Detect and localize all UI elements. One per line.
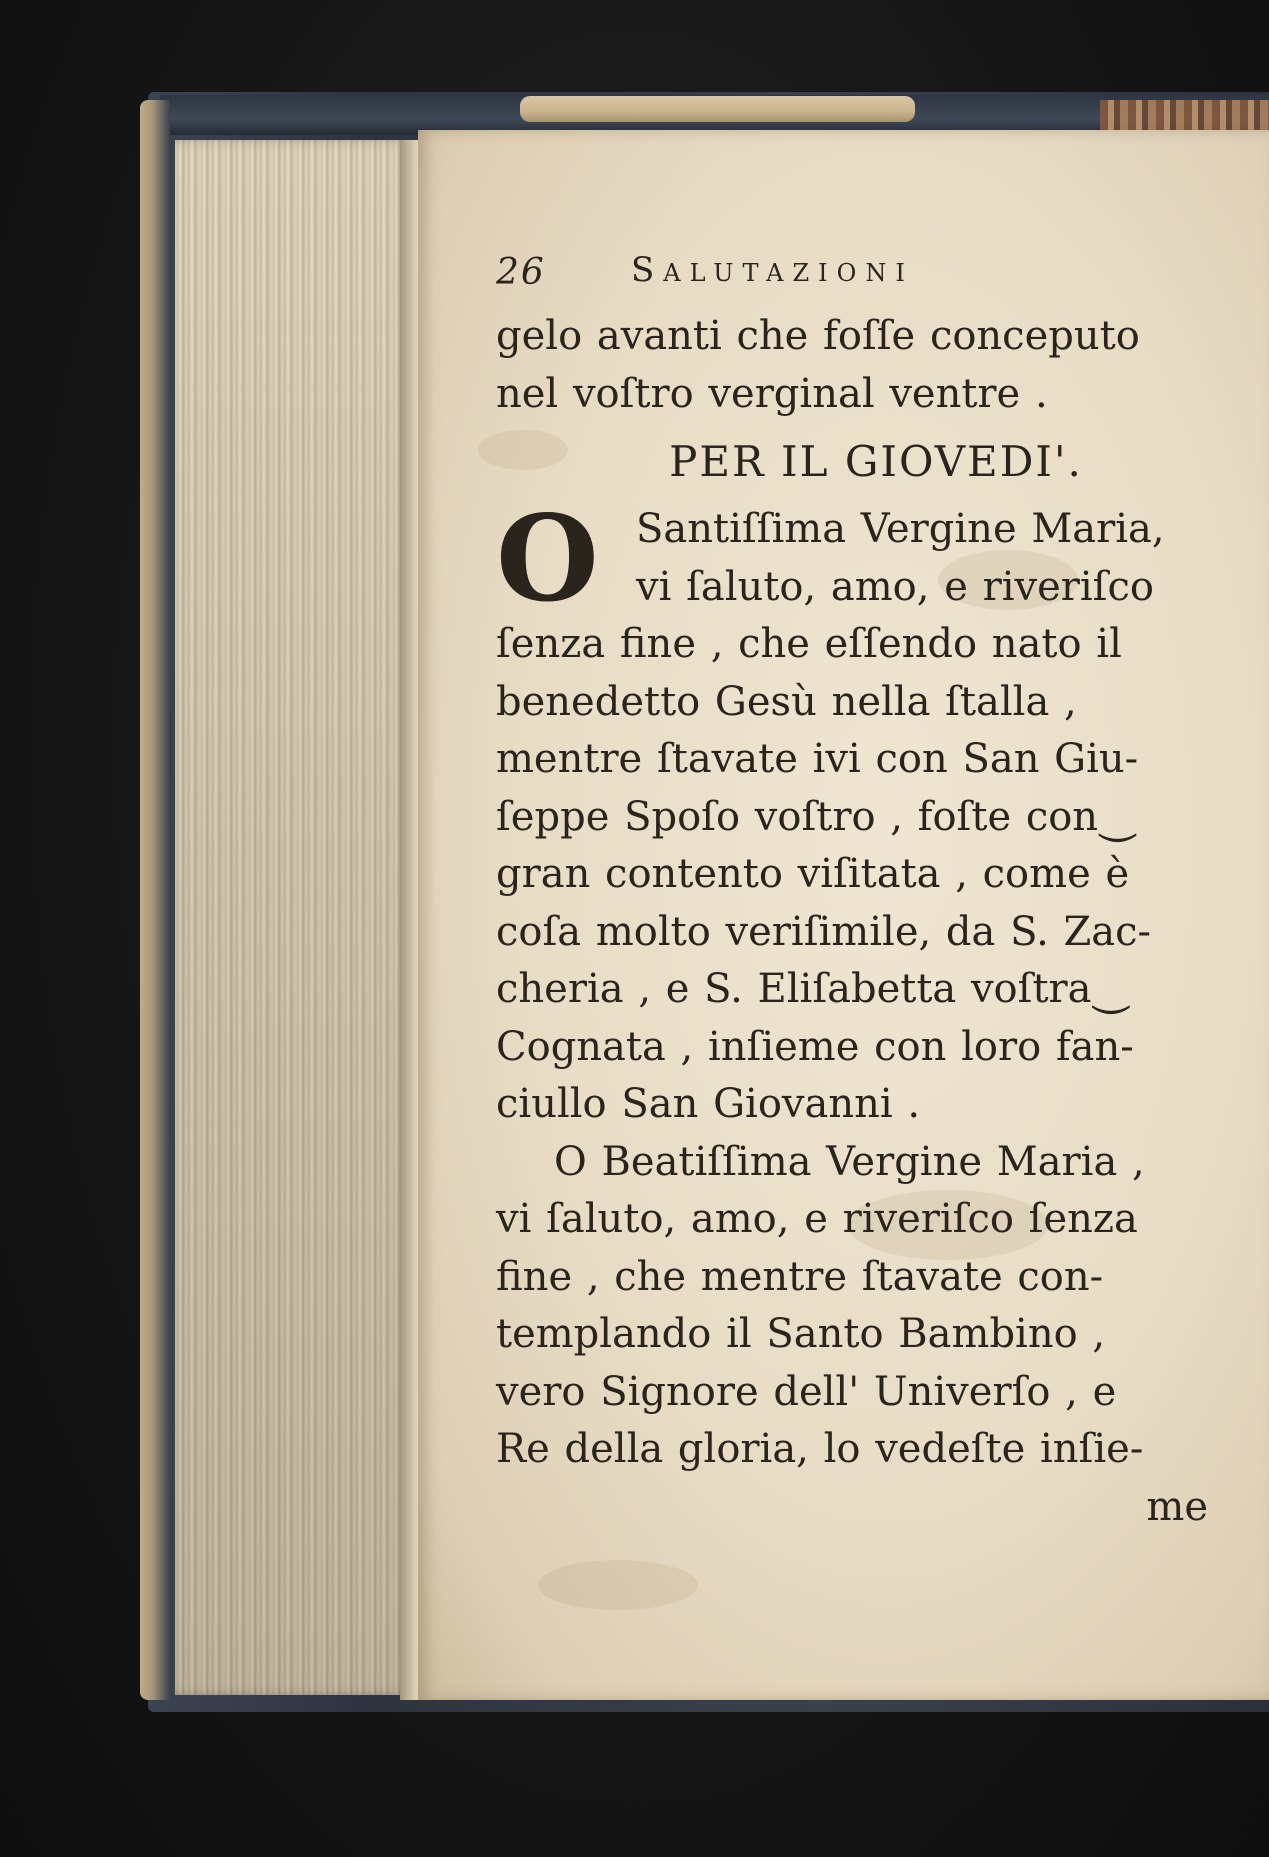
text-line: vi ſaluto, amo, e riveriſco: [636, 563, 1154, 610]
text-line: vi ſaluto, amo, e riveriſco ſenza: [496, 1196, 1138, 1242]
page-text: [496, 248, 1216, 1536]
text-line: O Beatiſſima Vergine Maria ,: [554, 1138, 1145, 1185]
book-page: [418, 130, 1269, 1700]
text-line: vero Signore dell' Univerſo , e: [496, 1368, 1117, 1415]
text-line: mentre ſtavate ivi con San Giu-: [496, 736, 1139, 782]
text-line: fine , che mentre ſtavate con-: [496, 1253, 1104, 1300]
drop-cap: O: [496, 489, 599, 628]
text-line: benedetto Gesù nella ſtalla ,: [496, 678, 1077, 725]
text-line: ciullo San Giovanni .: [496, 1081, 921, 1127]
book-cover-edge: [140, 100, 170, 1700]
paragraph: [496, 1134, 1216, 1479]
text-line: Re della gloria, lo vedeſte inſie-: [496, 1426, 1144, 1472]
text-line: ſeppe Spoſo voſtro , foſte con⏝: [496, 793, 1137, 840]
catchword: me: [1146, 1483, 1208, 1530]
text-line: gelo avanti che foſſe conceputo: [496, 313, 1140, 359]
text-line: Santiſſima Vergine Maria,: [636, 506, 1165, 552]
text-line: Cognata , inſieme con loro fan-: [496, 1023, 1134, 1070]
page-edges: [175, 140, 410, 1695]
section-title: PER IL GIOVEDI'.: [669, 437, 1083, 486]
page-header: [496, 248, 1216, 308]
page-number: 26: [496, 252, 546, 293]
text-line: cheria , e S. Eliſabetta voſtra⏝: [496, 966, 1130, 1012]
paragraph: [496, 489, 1216, 1134]
text-line: gran contento viſitata , come è: [496, 851, 1130, 897]
text-line: templando il Santo Bambino ,: [496, 1311, 1106, 1357]
spine-strip: [520, 96, 915, 122]
running-head: Salutazioni: [631, 250, 914, 290]
text-line: coſa molto veriſimile, da S. Zac-: [496, 908, 1152, 955]
text-line: nel voſtro verginal ventre .: [496, 370, 1048, 417]
text-line: ſenza fine , che eſſendo nato il: [496, 621, 1122, 667]
